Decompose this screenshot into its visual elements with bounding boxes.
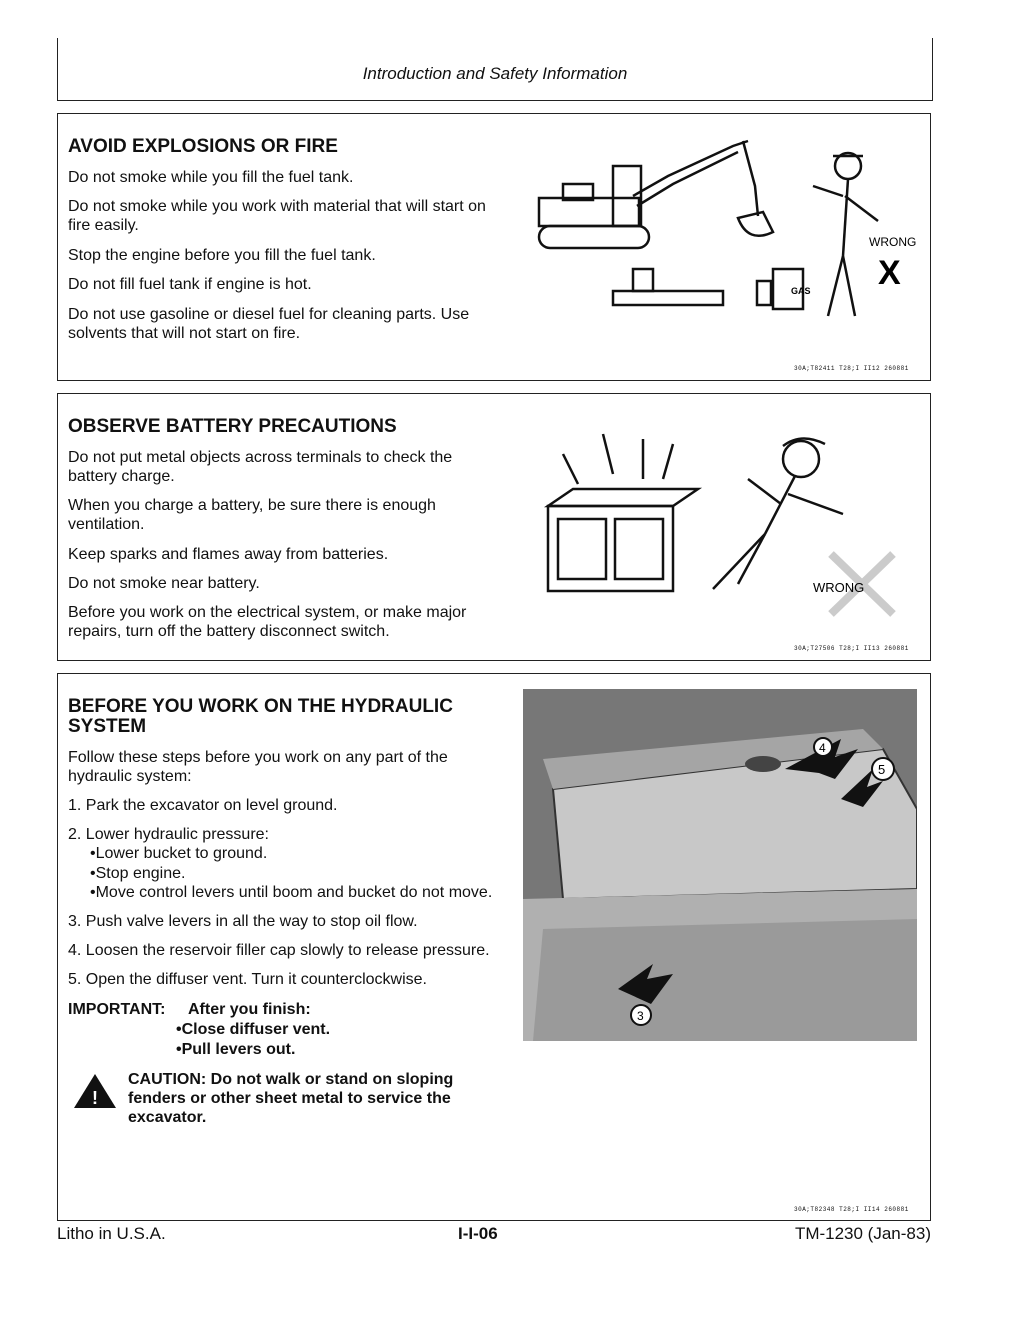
important-subitem: •Close diffuser vent. xyxy=(176,1021,331,1038)
important-subitem: •Pull levers out. xyxy=(176,1041,296,1058)
callout-4: 4 xyxy=(819,741,826,755)
figure-code: 30A;T82348 T28;I II14 260881 xyxy=(794,1206,909,1213)
paragraph: Keep sparks and flames away from batteries. xyxy=(68,546,389,563)
track-shape xyxy=(539,226,649,248)
battery-illustration-svg xyxy=(533,414,923,624)
paragraph: Do not smoke while you work with material that will start on fire easily. xyxy=(68,198,486,234)
section-hydraulic-system xyxy=(57,673,931,1221)
section-title: OBSERVE BATTERY PRECAUTIONS xyxy=(68,416,397,437)
header-title: Introduction and Safety Information xyxy=(362,64,628,83)
step-item: 3. Push valve levers in all the way to stop oil flow. xyxy=(68,913,418,930)
paragraph: When you charge a battery, be sure there is enough ventilation. xyxy=(68,497,436,533)
caution-text: CAUTION: Do not walk or stand on sloping fenders or other sheet metal to service the excavator. xyxy=(128,1071,454,1126)
step-item: 1. Park the excavator on level ground. xyxy=(68,797,338,814)
gas-can-label: GAS xyxy=(791,286,811,296)
hydraulic-reservoir-photo xyxy=(523,689,917,1041)
page-number: I-I-06 xyxy=(458,1224,498,1243)
section-title: BEFORE YOU WORK ON THE HYDRAULIC xyxy=(68,696,453,717)
reservoir-photo-svg xyxy=(523,689,917,1041)
step-item: 4. Loosen the reservoir filler cap slowly to release pressure. xyxy=(68,942,490,959)
substep-item: •Stop engine. xyxy=(90,865,186,882)
step-item: 2. Lower hydraulic pressure: xyxy=(68,826,269,843)
important-text: After you finish: xyxy=(188,1001,311,1018)
wrong-label: WRONG xyxy=(813,580,865,595)
paragraph: Stop the engine before you fill the fuel tank. xyxy=(68,247,376,264)
excavator-body xyxy=(539,198,639,226)
wrong-x-mark: X xyxy=(878,254,901,292)
cab-shape xyxy=(613,166,641,226)
excavator-fueling-illustration xyxy=(533,126,923,346)
figure-code: 30A;T27506 T28;I II13 260881 xyxy=(794,645,909,652)
section-title-line2: SYSTEM xyxy=(68,716,147,737)
svg-text:!: ! xyxy=(92,1088,98,1108)
footer-printed-in: Litho in U.S.A. xyxy=(57,1224,166,1243)
paragraph: Do not fill fuel tank if engine is hot. xyxy=(68,276,312,293)
paragraph: Follow these steps before you work on any part of the hydraulic system: xyxy=(68,749,448,785)
paragraph: Do not put metal objects across terminals to check the battery charge. xyxy=(68,449,453,485)
important-label: IMPORTANT: xyxy=(68,1001,166,1018)
figure-code: 30A;T82411 T28;I II12 260881 xyxy=(794,365,909,372)
manual-code: TM-1230 (Jan-83) xyxy=(794,1224,931,1243)
bucket-shape xyxy=(738,212,773,236)
paragraph: Do not smoke near battery. xyxy=(68,575,260,592)
section-battery-precautions xyxy=(57,393,931,661)
substep-item: •Move control levers until boom and bucket do not move. xyxy=(90,884,493,901)
paragraph: Before you work on the electrical system, or make major repairs, turn off the battery disconnect switch. xyxy=(68,604,467,640)
page-header xyxy=(57,38,933,101)
section-avoid-explosions xyxy=(57,113,931,381)
warning-triangle-icon xyxy=(70,1070,120,1110)
paragraph: Do not use gasoline or diesel fuel for cleaning parts. Use solvents that will not start on fire. xyxy=(68,306,470,342)
substep-item: •Lower bucket to ground. xyxy=(90,845,268,862)
fuel-tray xyxy=(613,291,723,305)
fuel-can xyxy=(633,269,653,291)
section-title: AVOID EXPLOSIONS OR FIRE xyxy=(68,136,338,157)
callout-5: 5 xyxy=(878,762,886,777)
battery-spark-illustration xyxy=(533,414,923,624)
step-item: 5. Open the diffuser vent. Turn it counterclockwise. xyxy=(68,971,427,988)
wrong-label: WRONG xyxy=(869,235,917,249)
callout-3: 3 xyxy=(637,1009,644,1023)
paragraph: Do not smoke while you fill the fuel tank. xyxy=(68,169,354,186)
excavator-illustration-svg xyxy=(533,126,923,346)
